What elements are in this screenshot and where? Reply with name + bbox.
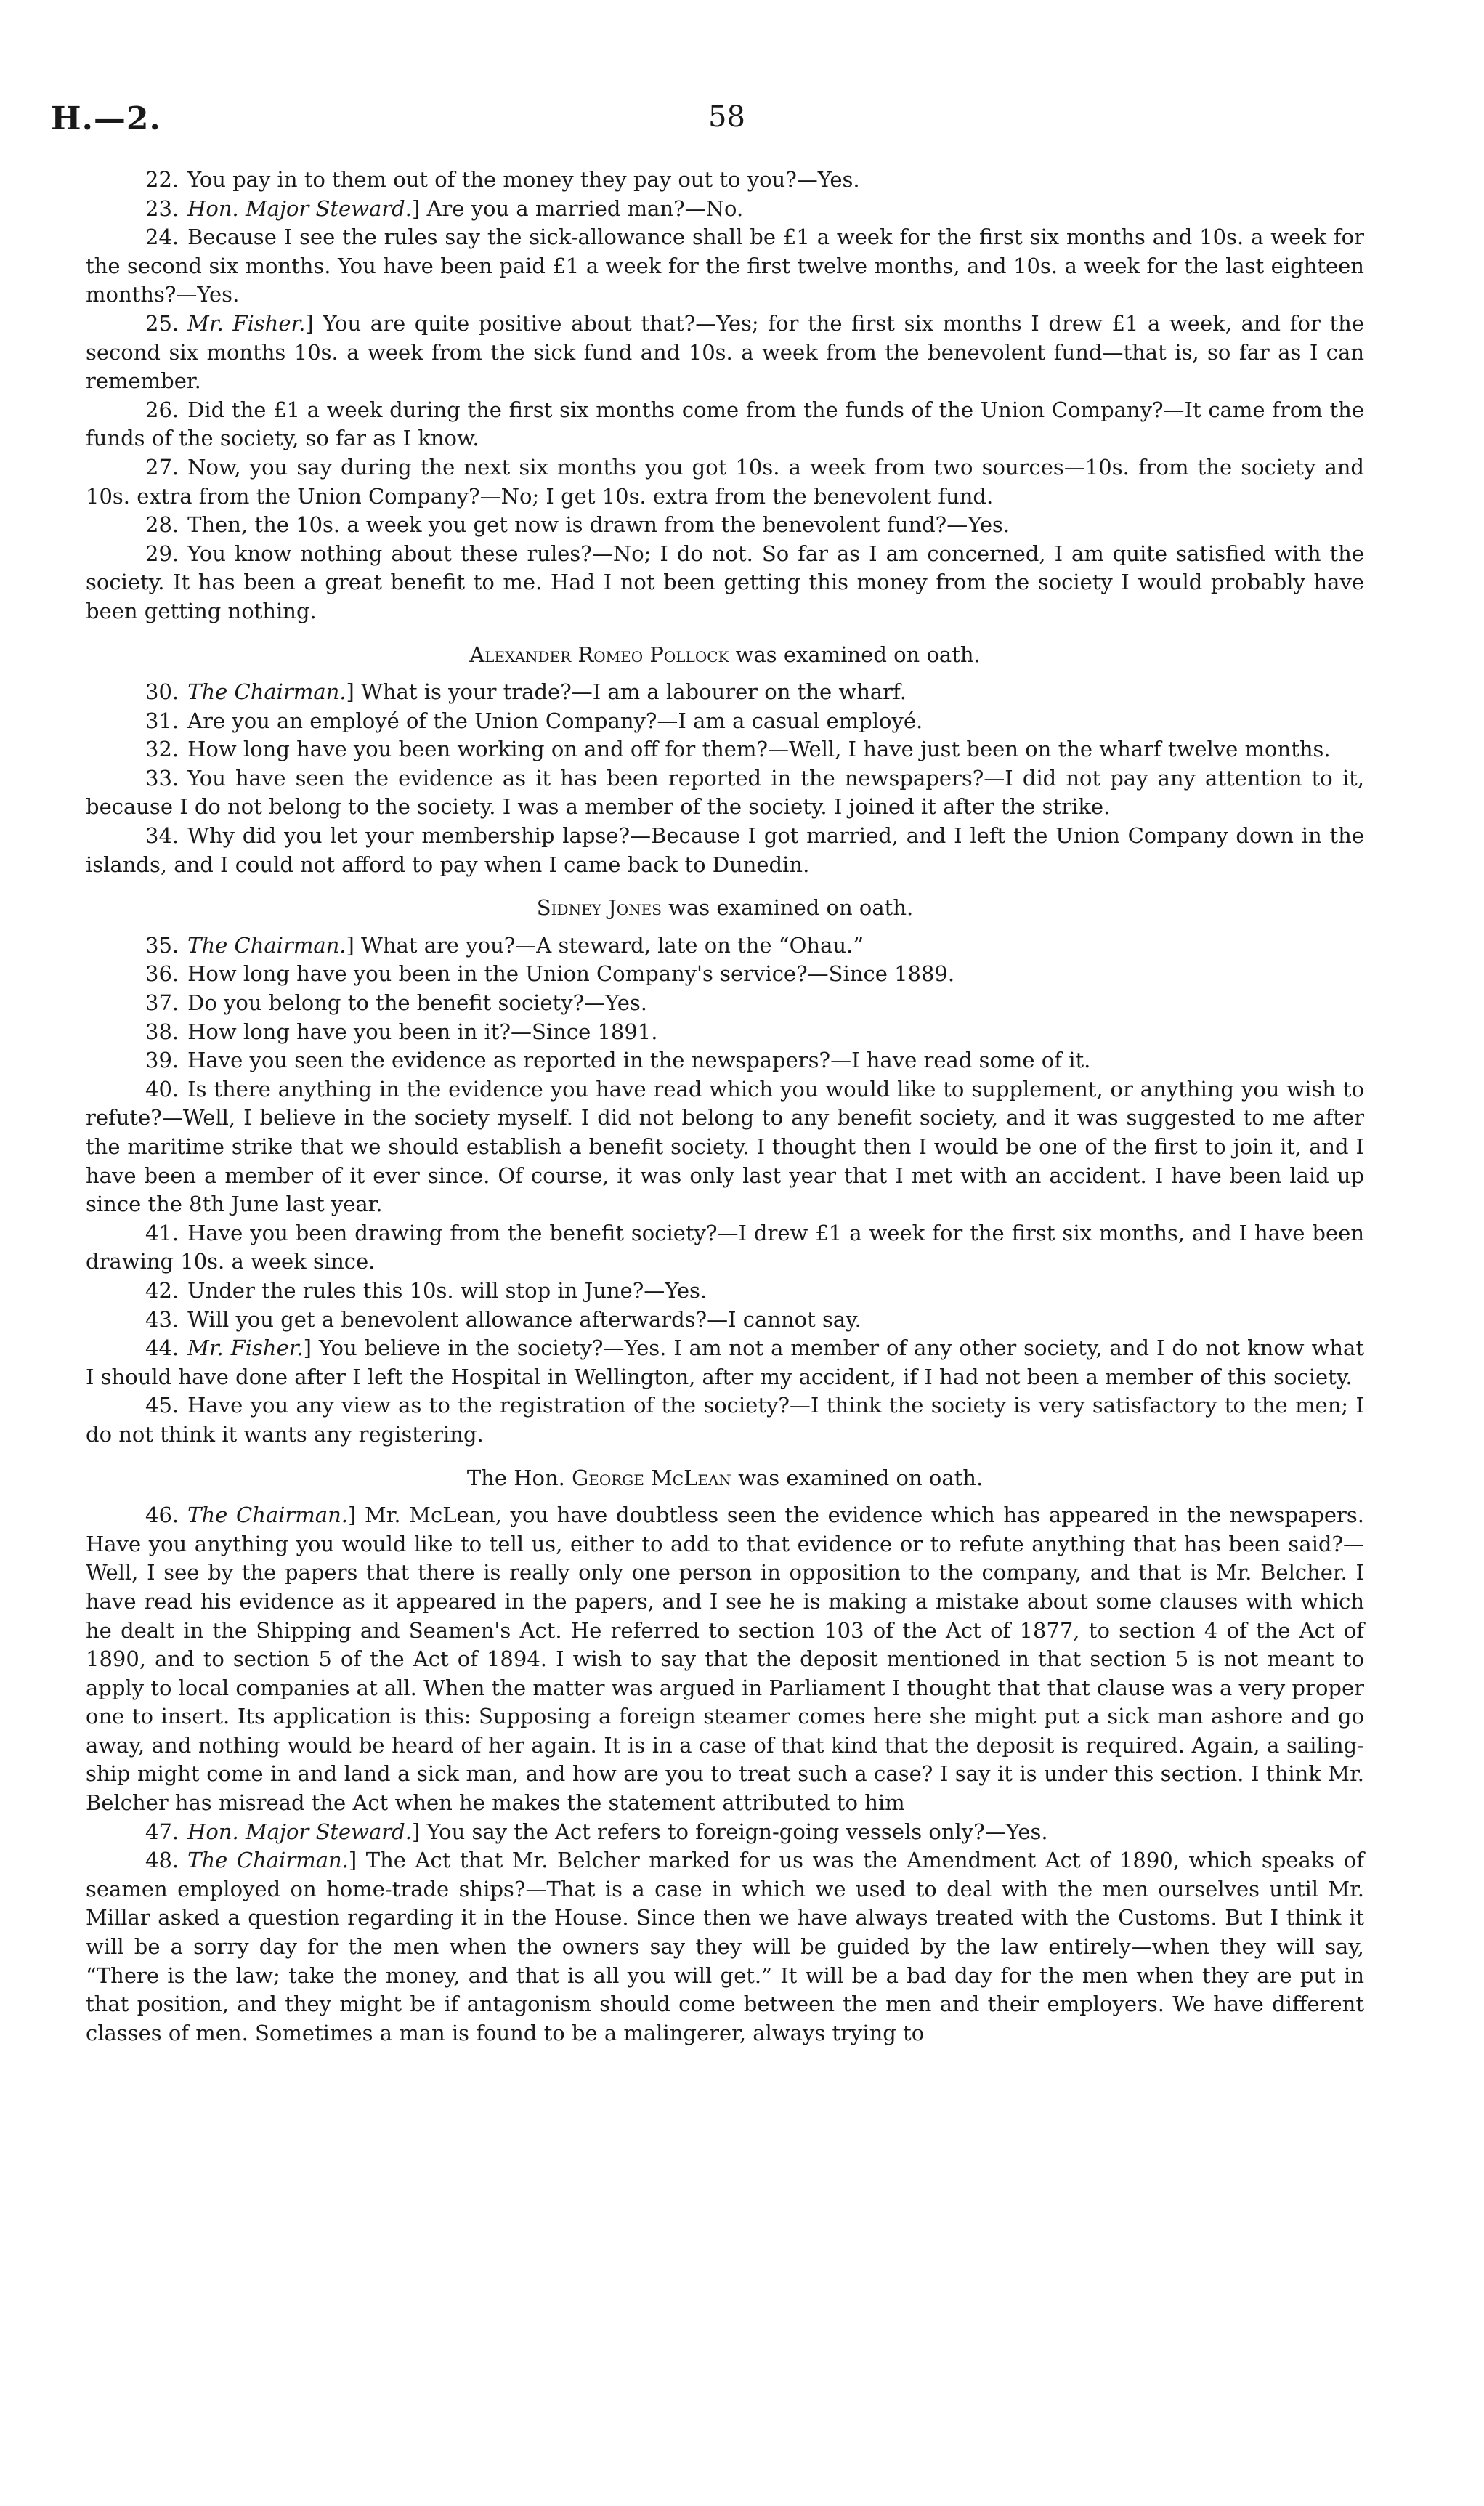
question-number: 25. [145, 310, 179, 336]
question-paragraph [86, 960, 1364, 989]
question-text: ] Are you a married man?—No. [411, 195, 744, 221]
speaker-name: Hon. Major Steward. [187, 195, 412, 221]
question-paragraph [86, 989, 1364, 1018]
question-number: 24. [145, 225, 179, 250]
question-text: Are you an employé of the Union Company?—I am a casual employé. [187, 708, 923, 733]
question-paragraph [86, 1391, 1364, 1449]
question-number: 32. [145, 737, 179, 762]
question-number: 23. [145, 195, 179, 221]
question-number: 27. [145, 454, 179, 480]
question-number: 43. [145, 1306, 179, 1332]
speaker-name: Mr. Fisher. [187, 310, 306, 336]
question-paragraph [86, 511, 1364, 540]
question-text: Have you seen the evidence as reported in the newspapers?—I have read some of it. [187, 1048, 1091, 1073]
question-text: How long have you been in it?—Since 1891. [187, 1019, 658, 1044]
question-number: 48. [145, 1848, 179, 1873]
question-paragraph [86, 453, 1364, 511]
speaker-name: The Chairman. [187, 932, 346, 958]
question-number: 40. [145, 1076, 179, 1102]
question-text: You pay in to them out of the money they pay out to you?—Yes. [187, 167, 860, 192]
question-text: Do you belong to the benefit society?—Yes. [187, 990, 648, 1016]
question-number: 47. [145, 1819, 179, 1844]
question-paragraph [86, 1046, 1364, 1075]
question-paragraph [86, 1018, 1364, 1047]
question-number: 26. [145, 397, 179, 422]
question-paragraph [86, 931, 1364, 961]
question-paragraph [86, 707, 1364, 736]
witness-heading-mclean: The Hon. George McLean was examined on oath. [466, 1465, 984, 1490]
question-paragraph [86, 1334, 1364, 1391]
question-number: 41. [145, 1220, 179, 1245]
question-number: 35. [145, 932, 179, 958]
question-text: How long have you been working on and off for them?—Well, I have just been on the wharf twelve months. [187, 737, 1331, 762]
speaker-name: The Chairman. [187, 1503, 348, 1528]
question-paragraph [86, 1501, 1364, 1818]
question-paragraph [86, 310, 1364, 396]
question-text: ] You are quite positive about that?—Yes; for the first six months I drew £1 a week, and for the second six months 10s. a week from the sick fund and 10s. a week from the benevolent fund—that is, so far as I can remember. [86, 310, 1364, 394]
questions-group-2 [86, 678, 1364, 879]
question-text: ] What are you?—A steward, late on the “Ohau.” [346, 932, 864, 958]
question-number: 46. [145, 1503, 179, 1528]
question-paragraph [86, 764, 1364, 822]
page-header [51, 100, 1431, 144]
question-paragraph [86, 1219, 1364, 1277]
question-paragraph [86, 1306, 1364, 1335]
question-number: 37. [145, 990, 179, 1016]
question-number: 33. [145, 765, 179, 791]
page-body [86, 166, 1364, 2048]
question-text: Will you get a benevolent allowance afterwards?—I cannot say. [187, 1306, 861, 1332]
question-text: Have you any view as to the registration of the society?—I think the society is very satisfactory to the men; I do not think it wants any registering. [86, 1393, 1364, 1447]
question-text: Because I see the rules say the sick-allowance shall be £1 a week for the first six months and 10s. a week for the second six months. You have been paid £1 a week for the first twelve months, and 10s. a week for the last eighteen months?—Yes. [86, 225, 1364, 307]
question-text: ] You believe in the society?—Yes. I am not a member of any other society, and I do not know what I should have done after I left the Hospital in Wellington, after my accident, if I had not been a member of this society. [86, 1335, 1364, 1389]
question-text: ] You say the Act refers to foreign-going vessels only?—Yes. [411, 1819, 1048, 1844]
question-paragraph [86, 195, 1364, 224]
questions-group-4 [86, 1501, 1364, 2048]
question-text: Have you been drawing from the benefit society?—I drew £1 a week for the first six months, and I have been drawing 10s. a week since. [86, 1220, 1364, 1274]
question-paragraph [86, 1818, 1364, 1847]
question-number: 45. [145, 1393, 179, 1418]
question-paragraph [86, 396, 1364, 453]
question-text: How long have you been in the Union Company's service?—Since 1889. [187, 961, 955, 987]
question-number: 30. [145, 679, 179, 705]
question-text: Now, you say during the next six months you got 10s. a week from two sources—10s. from the society and 10s. extra from the Union Company?—No; I get 10s. extra from the benevolent fund. [86, 454, 1364, 509]
speaker-name: The Chairman. [187, 1848, 349, 1873]
witness-heading-pollock: Alexander Romeo Pollock was examined on oath. [469, 642, 981, 667]
question-text: Did the £1 a week during the first six months come from the funds of the Union Company?—It came from the funds of the society, so far as I know. [86, 397, 1364, 451]
page-number: 58 [708, 100, 745, 134]
questions-group-3 [86, 931, 1364, 1450]
speaker-name: Mr. Fisher. [187, 1335, 304, 1361]
question-text: Then, the 10s. a week you get now is drawn from the benevolent fund?—Yes. [187, 512, 1010, 538]
question-text: You know nothing about these rules?—No; I do not. So far as I am concerned, I am quite satisfied with the society. It has been a great benefit to me. Had I not been getting this money from the society I would probably have been getting nothing. [86, 541, 1364, 623]
question-text: Under the rules this 10s. will stop in June?—Yes. [187, 1277, 707, 1303]
question-paragraph [86, 223, 1364, 310]
question-number: 34. [145, 823, 179, 849]
speaker-name: The Chairman. [187, 679, 346, 705]
question-text: Is there anything in the evidence you have read which you would like to supplement, or anything you wish to refute?—Well, I believe in the society myself. I did not belong to any benefit society, and it was suggested to me after the maritime strike that we should establish a benefit society. I thought then I would be one of the first to join it, and I have been a member of it ever since. Of course, it was only last year that I met with an accident. I have been laid up since the 8th June last year. [86, 1076, 1364, 1217]
question-paragraph [86, 678, 1364, 707]
question-number: 44. [145, 1335, 179, 1361]
question-number: 39. [145, 1048, 179, 1073]
question-text: Why did you let your membership lapse?—Because I got married, and I left the Union Company down in the islands, and I could not afford to pay when I came back to Dunedin. [86, 823, 1364, 877]
question-number: 42. [145, 1277, 179, 1303]
witness-heading-jones: Sidney Jones was examined on oath. [536, 895, 914, 921]
question-number: 28. [145, 512, 179, 538]
question-number: 38. [145, 1019, 179, 1044]
speaker-name: Hon. Major Steward. [187, 1819, 412, 1844]
question-paragraph [86, 540, 1364, 626]
question-paragraph [86, 1846, 1364, 2048]
question-text: ] What is your trade?—I am a labourer on the wharf. [346, 679, 907, 705]
question-text: You have seen the evidence as it has been reported in the newspapers?—I did not pay any attention to it, because I do not belong to the society. I was a member of the society. I joined it after the strike. [86, 765, 1364, 820]
questions-group-1 [86, 166, 1364, 626]
question-number: 22. [145, 167, 179, 192]
question-paragraph [86, 166, 1364, 195]
question-number: 36. [145, 961, 179, 987]
question-paragraph [86, 1075, 1364, 1219]
question-number: 29. [145, 541, 179, 566]
question-paragraph [86, 735, 1364, 764]
question-paragraph [86, 1277, 1364, 1306]
question-paragraph [86, 822, 1364, 879]
report-reference: H.—2. [51, 100, 161, 137]
question-number: 31. [145, 708, 179, 733]
question-text: ] Mr. McLean, you have doubtless seen the evidence which has appeared in the newspapers. Have you anything you would like to tell us, either to add to that evidence or to refute anything that has been said?—Well, I see by the papers that there is really only one person in opposition to the company, and that is Mr. Belcher. I have read his evidence as it appeared in the papers, and I see he is making a mistake about some clauses with which he dealt in the Shipping and Seamen's Act. He referred to section 103 of the Act of 1877, to section 4 of the Act of 1890, and to section 5 of the Act of 1894. I wish to say that the deposit mentioned in that section 5 is not meant to apply to local companies at all. When the matter was argued in Parliament I thought that that clause was a very proper one to insert. Its application is this: Supposing a foreign steamer comes here she might put a sick man ashore and go away, and nothing would be heard of her again. It is in a case of that kind that the deposit is required. Again, a sailing-ship might come in and land a sick man, and how are you to treat such a case? I say it is under this section. I think Mr. Belcher has misread the Act when he makes the statement attributed to him [86, 1503, 1365, 1816]
question-text: ] The Act that Mr. Belcher marked for us was the Amendment Act of 1890, which speaks of seamen employed on home-trade ships?—That is a case in which we used to deal with the men ourselves until Mr. Millar asked a question regarding it in the House. Since then we have always treated with the Customs. But I think it will be a sorry day for the men when the owners say they will be guided by the law entirely—when they will say, “There is the law; take the money, and that is all you will get.” It will be a bad day for the men when they are put in that position, and they might be if antagonism should come between the men and their employers. We have different classes of men. Sometimes a man is found to be a malingerer, always trying to [86, 1848, 1364, 2045]
